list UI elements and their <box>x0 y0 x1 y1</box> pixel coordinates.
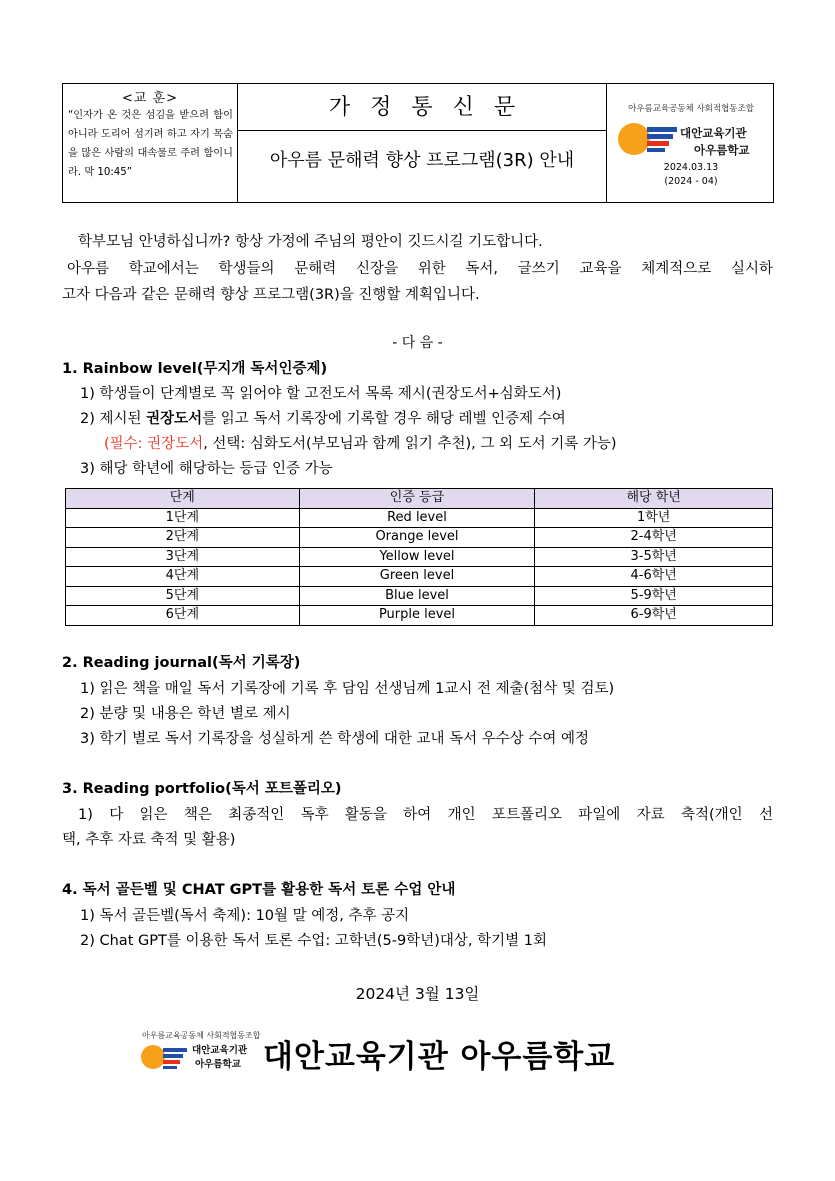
motto-text: “인자가 온 것은 섬김을 받으려 함이 아니라 도리어 섬기려 하고 자기 목숨을 많은 사람의 대속물로 주려 함이니라. 막 10:45” <box>68 110 233 178</box>
motto-title: <교 훈> <box>121 91 179 106</box>
table-cell-stage: 4단계 <box>66 567 300 587</box>
footer-signature: 대안교육기관 아우름학교 <box>263 1039 616 1075</box>
section3-item1-line2: 택, 추후 자료 축적 및 활용) <box>62 832 236 848</box>
table-cell-stage: 1단계 <box>66 508 300 528</box>
optional-note: , 선택: 심화도서(부모님과 함께 읽기 추천), 그 외 도서 기록 가능) <box>203 436 617 452</box>
table-cell-stage: 6단계 <box>66 606 300 626</box>
footer-logo-icon <box>140 1043 188 1071</box>
required-note: (필수: 권장도서 <box>104 436 204 452</box>
table-cell-grade: 1학년 <box>535 508 773 528</box>
section3-title: 3. Reading portfolio(독서 포트폴리오) <box>62 781 342 797</box>
footer-org-name: 아우름교육공동체 사회적협동조합 <box>142 1031 261 1040</box>
table-cell-grade: 4-6학년 <box>535 567 773 587</box>
newsletter-title: 가정통신문 <box>328 95 536 120</box>
issue-date: 2024.03.13 <box>663 162 719 173</box>
title-divider <box>238 130 606 131</box>
table-row <box>66 528 773 548</box>
section2-title: 2. Reading journal(독서 기록장) <box>62 655 301 671</box>
section2-item3: 3) 학기 별로 독서 기록장을 성실하게 쓴 학생에 대한 교내 독서 우수상 수여 예정 <box>80 731 590 747</box>
table-header-level: 인증 등급 <box>299 489 535 509</box>
dagum-heading: - 다 음 - <box>392 335 443 351</box>
issue-number: (2024 - 04) <box>664 176 718 187</box>
table-header-row <box>66 489 773 509</box>
program-title: 아우름 문해력 향상 프로그램(3R) 안내 <box>269 150 575 171</box>
table-cell-grade: 2-4학년 <box>535 528 773 548</box>
org-name: 아우름교육공동체 사회적협동조합 <box>628 104 754 114</box>
section1-item2-post: 를 읽고 독서 기록장에 기록할 경우 해당 레벨 인증제 수여 <box>202 411 566 427</box>
section2-item1: 1) 읽은 책을 매일 독서 기록장에 기록 후 담임 선생님께 1교시 전 제출(첨삭 및 검토) <box>80 681 615 697</box>
table-row <box>66 606 773 626</box>
section1-item2 <box>80 407 566 428</box>
table-cell-level: Red level <box>299 508 535 528</box>
section1-item2-detail <box>104 432 617 453</box>
section4-title: 4. 독서 골든벨 및 CHAT GPT를 활용한 독서 토론 수업 안내 <box>62 882 456 898</box>
section4-item1: 1) 독서 골든벨(독서 축제): 10월 말 예정, 추후 공지 <box>80 908 410 924</box>
table-cell-level: Orange level <box>299 528 535 548</box>
table-cell-level: Purple level <box>299 606 535 626</box>
section1-item1: 1) 학생들이 단계별로 꼭 읽어야 할 고전도서 목록 제시(권장도서+심화도서) <box>80 386 562 402</box>
section2-item2: 2) 분량 및 내용은 학년 별로 제시 <box>80 706 291 722</box>
newsletter-header <box>62 83 774 203</box>
table-row <box>66 547 773 567</box>
table-cell-stage: 2단계 <box>66 528 300 548</box>
recommended-books-keyword: 권장도서 <box>146 411 203 427</box>
school-line2: 아우름학교 <box>694 143 750 157</box>
table-cell-level: Yellow level <box>299 547 535 567</box>
section1-item3: 3) 해당 학년에 해당하는 등급 인증 가능 <box>80 461 333 477</box>
intro-line1: 학부모님 안녕하십니까? 항상 가정에 주님의 평안이 깃드시길 기도합니다. <box>78 234 543 250</box>
school-info-box <box>606 84 775 202</box>
school-line1: 대안교육기관 <box>680 126 747 140</box>
intro-line2: 아우름 학교에서는 학생들의 문해력 신장을 위한 독서, 글쓰기 교육을 체계적으로 실시하 <box>67 261 773 277</box>
closing-date: 2024년 3월 13일 <box>355 985 480 1003</box>
footer-school-line1: 대안교육기관 <box>192 1045 248 1056</box>
table-cell-level: Blue level <box>299 586 535 606</box>
table-cell-stage: 5단계 <box>66 586 300 606</box>
intro-line3: 고자 다음과 같은 문해력 향상 프로그램(3R)을 진행할 계획입니다. <box>62 287 480 303</box>
table-row <box>66 508 773 528</box>
table-cell-level: Green level <box>299 567 535 587</box>
table-header-stage: 단계 <box>66 489 300 509</box>
motto-box <box>63 84 238 202</box>
table-cell-grade: 5-9학년 <box>535 586 773 606</box>
section4-item2: 2) Chat GPT를 이용한 독서 토론 수업: 고학년(5-9학년)대상, 학기별 1회 <box>80 933 547 949</box>
table-row <box>66 586 773 606</box>
school-logo-icon <box>617 120 679 158</box>
section1-item2-pre: 2) 제시된 <box>80 411 147 427</box>
table-cell-stage: 3단계 <box>66 547 300 567</box>
footer-school-line2: 아우름학교 <box>195 1059 241 1070</box>
table-row <box>66 567 773 587</box>
section3-item1-line1: 1) 다 읽은 책은 최종적인 독후 활동을 하여 개인 포트폴리오 파일에 자료 축적(개인 선 <box>78 807 773 823</box>
level-table <box>65 488 773 626</box>
table-header-grade: 해당 학년 <box>535 489 773 509</box>
table-cell-grade: 6-9학년 <box>535 606 773 626</box>
table-cell-grade: 3-5학년 <box>535 547 773 567</box>
section1-title: 1. Rainbow level(무지개 독서인증제) <box>62 361 328 377</box>
